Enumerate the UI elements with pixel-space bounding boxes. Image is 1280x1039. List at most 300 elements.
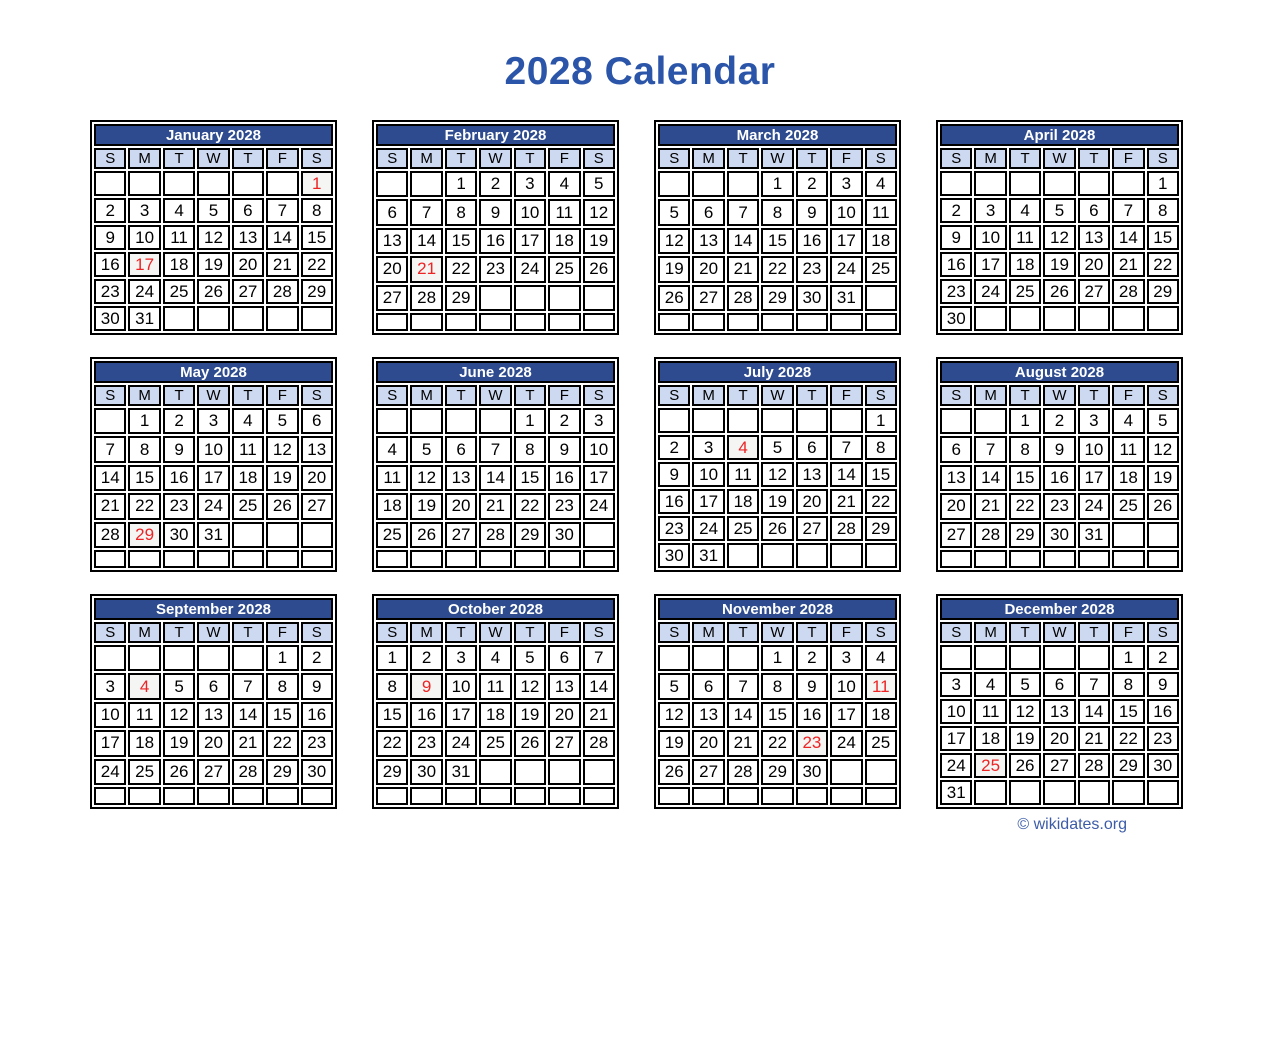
day-cell: 29 [1112,753,1144,778]
day-cell: 20 [301,465,333,491]
empty-day-cell [1112,171,1144,196]
day-cell: 21 [727,730,759,756]
day-cell: 3 [692,435,724,460]
day-cell: 12 [514,673,546,699]
day-cell: 20 [376,256,408,282]
weekday-header: S [94,385,126,406]
weekday-header: T [163,148,195,169]
day-cell: 4 [163,198,195,223]
day-cell: 6 [692,199,724,225]
day-cell: 15 [376,702,408,728]
day-cell: 16 [940,252,972,277]
day-cell: 10 [974,225,1006,250]
day-cell: 5 [514,645,546,671]
day-cell: 30 [163,522,195,548]
weekday-header: S [583,385,615,406]
day-cell: 6 [301,408,333,434]
day-cell: 27 [445,522,477,548]
week-row [940,493,1179,519]
day-cell: 26 [197,279,229,304]
weekday-header: T [796,622,828,643]
empty-day-cell [1147,780,1179,805]
day-cell: 9 [94,225,126,250]
empty-day-cell [232,787,264,805]
day-cell: 11 [376,465,408,491]
day-cell: 30 [1147,753,1179,778]
day-cell: 6 [445,436,477,462]
weekday-header: S [865,385,897,406]
day-cell: 11 [1009,225,1041,250]
day-cell: 19 [1147,465,1179,491]
day-cell: 7 [1112,198,1144,223]
empty-day-cell [197,171,229,196]
day-cell: 12 [1009,699,1041,724]
weekday-header-row [94,385,333,406]
day-cell: 6 [1078,198,1110,223]
day-cell: 25 [128,759,160,785]
week-row [940,726,1179,751]
month-december [936,594,1183,809]
day-cell: 14 [974,465,1006,491]
day-cell: 25 [727,516,759,541]
day-cell: 21 [1078,726,1110,751]
day-cell: 8 [1009,436,1041,462]
weekday-header: T [514,622,546,643]
day-cell: 12 [163,702,195,728]
empty-day-cell [583,550,615,568]
day-cell: 9 [410,673,442,699]
empty-day-cell [163,550,195,568]
day-cell: 15 [1147,225,1179,250]
day-cell: 28 [1112,279,1144,304]
empty-day-cell [830,787,862,805]
weekday-header: W [479,148,511,169]
day-cell: 2 [796,171,828,197]
weekday-header: F [266,622,298,643]
empty-day-cell [94,408,126,434]
empty-day-cell [761,408,793,433]
day-cell: 2 [796,645,828,671]
empty-day-cell [94,171,126,196]
weekday-header: T [1009,385,1041,406]
day-cell: 29 [865,516,897,541]
empty-day-cell [479,408,511,434]
weekday-header: M [410,622,442,643]
day-cell: 3 [197,408,229,434]
day-cell: 17 [197,465,229,491]
day-cell: 15 [128,465,160,491]
day-cell: 6 [197,673,229,699]
month-title: March 2028 [658,124,897,146]
day-cell: 7 [410,199,442,225]
day-cell: 17 [974,252,1006,277]
day-cell: 29 [301,279,333,304]
day-cell: 23 [479,256,511,282]
empty-day-cell [548,313,580,331]
day-cell: 20 [692,256,724,282]
week-row [376,787,615,805]
day-cell: 27 [197,759,229,785]
empty-day-cell [1043,645,1075,670]
week-row [658,171,897,197]
empty-day-cell [692,313,724,331]
week-row [940,198,1179,223]
week-row [376,645,615,671]
day-cell: 27 [301,493,333,519]
weekday-header-row [376,622,615,643]
day-cell: 17 [445,702,477,728]
empty-day-cell [410,313,442,331]
day-cell: 1 [514,408,546,434]
week-row [658,462,897,487]
day-cell: 11 [232,436,264,462]
week-row [94,673,333,699]
day-cell: 10 [94,702,126,728]
weekday-header-row [376,148,615,169]
day-cell: 4 [548,171,580,197]
weekday-header: S [583,622,615,643]
day-cell: 30 [796,285,828,311]
day-cell: 10 [1078,436,1110,462]
weekday-header: T [445,622,477,643]
empty-day-cell [727,645,759,671]
empty-day-cell [1043,171,1075,196]
weekday-header-row [658,385,897,406]
day-cell: 10 [445,673,477,699]
day-cell: 18 [727,489,759,514]
day-cell: 5 [583,171,615,197]
day-cell: 25 [376,522,408,548]
day-cell: 19 [658,730,690,756]
day-cell: 18 [376,493,408,519]
day-cell: 15 [1009,465,1041,491]
empty-day-cell [1147,306,1179,331]
day-cell: 14 [94,465,126,491]
empty-day-cell [761,313,793,331]
empty-day-cell [266,787,298,805]
day-cell: 3 [128,198,160,223]
week-row [940,408,1179,434]
day-cell: 23 [301,730,333,756]
week-row [940,645,1179,670]
day-cell: 24 [830,730,862,756]
weekday-header: F [830,385,862,406]
day-cell: 22 [761,730,793,756]
day-cell: 19 [583,228,615,254]
weekday-header: S [301,385,333,406]
wikidates-credit-link[interactable]: © wikidates.org [1017,816,1127,833]
day-cell: 10 [128,225,160,250]
day-cell: 13 [301,436,333,462]
day-cell: 29 [376,759,408,785]
day-cell: 8 [761,673,793,699]
day-cell: 21 [830,489,862,514]
empty-day-cell [1112,780,1144,805]
weekday-header: F [266,148,298,169]
day-cell: 21 [583,702,615,728]
day-cell: 9 [1043,436,1075,462]
weekday-header: S [865,148,897,169]
day-cell: 13 [197,702,229,728]
day-cell: 17 [94,730,126,756]
day-cell: 13 [940,465,972,491]
day-cell: 24 [94,759,126,785]
day-cell: 17 [940,726,972,751]
empty-day-cell [548,759,580,785]
week-row [658,228,897,254]
empty-day-cell [266,171,298,196]
empty-day-cell [583,787,615,805]
day-cell: 3 [514,171,546,197]
day-cell: 16 [658,489,690,514]
day-cell: 25 [1112,493,1144,519]
week-row [658,673,897,699]
day-cell: 27 [548,730,580,756]
empty-day-cell [266,522,298,548]
day-cell: 18 [865,702,897,728]
day-cell: 7 [727,673,759,699]
day-cell: 10 [830,673,862,699]
empty-day-cell [658,171,690,197]
weekday-header: M [410,148,442,169]
day-cell: 21 [232,730,264,756]
month-title: November 2028 [658,598,897,620]
empty-day-cell [514,759,546,785]
empty-day-cell [445,787,477,805]
week-row [94,730,333,756]
weekday-header: S [865,622,897,643]
month-title: October 2028 [376,598,615,620]
week-row [94,171,333,196]
day-cell: 1 [301,171,333,196]
month-title: July 2028 [658,361,897,383]
day-cell: 2 [163,408,195,434]
empty-day-cell [301,787,333,805]
day-cell: 13 [692,228,724,254]
weekday-header: M [974,622,1006,643]
day-cell: 25 [232,493,264,519]
day-cell: 7 [583,645,615,671]
day-cell: 15 [514,465,546,491]
day-cell: 28 [410,285,442,311]
day-cell: 19 [658,256,690,282]
empty-day-cell [865,543,897,568]
empty-day-cell [163,171,195,196]
week-row [376,493,615,519]
day-cell: 2 [1043,408,1075,434]
day-cell: 16 [1147,699,1179,724]
day-cell: 9 [658,462,690,487]
day-cell: 2 [658,435,690,460]
day-cell: 9 [796,673,828,699]
day-cell: 23 [1043,493,1075,519]
day-cell: 2 [548,408,580,434]
weekday-header: S [940,148,972,169]
weekday-header: T [445,385,477,406]
day-cell: 29 [128,522,160,548]
empty-day-cell [548,550,580,568]
day-cell: 16 [548,465,580,491]
day-cell: 22 [128,493,160,519]
day-cell: 16 [796,228,828,254]
day-cell: 4 [1009,198,1041,223]
day-cell: 19 [197,252,229,277]
weekday-header: F [1112,148,1144,169]
empty-day-cell [583,522,615,548]
day-cell: 31 [940,780,972,805]
weekday-header: T [1078,148,1110,169]
day-cell: 28 [94,522,126,548]
day-cell: 16 [301,702,333,728]
weekday-header: M [974,148,1006,169]
month-title: June 2028 [376,361,615,383]
empty-day-cell [865,759,897,785]
empty-day-cell [865,313,897,331]
day-cell: 12 [1043,225,1075,250]
day-cell: 11 [163,225,195,250]
day-cell: 5 [658,199,690,225]
day-cell: 22 [865,489,897,514]
day-cell: 28 [479,522,511,548]
weekday-header: S [301,148,333,169]
month-title: January 2028 [94,124,333,146]
day-cell: 14 [266,225,298,250]
day-cell: 7 [830,435,862,460]
day-cell: 3 [583,408,615,434]
weekday-header: S [1147,148,1179,169]
day-cell: 12 [658,228,690,254]
empty-day-cell [266,550,298,568]
weekday-header: T [727,385,759,406]
day-cell: 3 [445,645,477,671]
day-cell: 27 [1078,279,1110,304]
empty-day-cell [658,787,690,805]
day-cell: 5 [658,673,690,699]
empty-day-cell [232,522,264,548]
day-cell: 28 [974,522,1006,548]
day-cell: 28 [232,759,264,785]
day-cell: 16 [163,465,195,491]
empty-day-cell [1078,780,1110,805]
day-cell: 4 [376,436,408,462]
week-row [940,171,1179,196]
empty-day-cell [658,408,690,433]
day-cell: 11 [865,199,897,225]
calendar-grid [90,120,1183,809]
day-cell: 9 [479,199,511,225]
day-cell: 18 [163,252,195,277]
empty-day-cell [232,306,264,331]
week-row [658,285,897,311]
weekday-header: W [761,385,793,406]
day-cell: 23 [658,516,690,541]
day-cell: 9 [301,673,333,699]
day-cell: 13 [445,465,477,491]
day-cell: 31 [830,285,862,311]
weekday-header: S [658,385,690,406]
weekday-header: T [796,385,828,406]
empty-day-cell [830,543,862,568]
week-row [658,730,897,756]
day-cell: 8 [376,673,408,699]
weekday-header: M [410,385,442,406]
day-cell: 4 [865,171,897,197]
empty-day-cell [727,543,759,568]
day-cell: 23 [94,279,126,304]
day-cell: 31 [1078,522,1110,548]
week-row [658,408,897,433]
empty-day-cell [727,171,759,197]
day-cell: 28 [830,516,862,541]
day-cell: 25 [548,256,580,282]
empty-day-cell [376,550,408,568]
day-cell: 23 [163,493,195,519]
day-cell: 26 [1009,753,1041,778]
day-cell: 8 [301,198,333,223]
day-cell: 21 [94,493,126,519]
empty-day-cell [940,550,972,568]
week-row [658,516,897,541]
day-cell: 6 [548,645,580,671]
week-row [94,702,333,728]
empty-day-cell [232,645,264,671]
empty-day-cell [727,787,759,805]
day-cell: 2 [94,198,126,223]
day-cell: 21 [974,493,1006,519]
day-cell: 14 [727,702,759,728]
day-cell: 21 [479,493,511,519]
day-cell: 25 [865,256,897,282]
weekday-header: T [1009,148,1041,169]
empty-day-cell [479,759,511,785]
empty-day-cell [940,171,972,196]
empty-day-cell [128,787,160,805]
week-row [94,465,333,491]
weekday-header: W [1043,385,1075,406]
day-cell: 22 [514,493,546,519]
month-june [372,357,619,572]
day-cell: 14 [830,462,862,487]
empty-day-cell [974,408,1006,434]
day-cell: 6 [232,198,264,223]
empty-day-cell [796,313,828,331]
empty-day-cell [232,550,264,568]
day-cell: 24 [514,256,546,282]
week-row [376,313,615,331]
empty-day-cell [796,408,828,433]
day-cell: 4 [232,408,264,434]
empty-day-cell [514,550,546,568]
week-row [940,780,1179,805]
weekday-header: F [548,385,580,406]
day-cell: 25 [163,279,195,304]
weekday-header: W [197,622,229,643]
day-cell: 8 [761,199,793,225]
day-cell: 23 [1147,726,1179,751]
day-cell: 24 [197,493,229,519]
week-row [940,465,1179,491]
weekday-header: M [692,622,724,643]
day-cell: 23 [548,493,580,519]
day-cell: 18 [1009,252,1041,277]
day-cell: 14 [1112,225,1144,250]
empty-day-cell [548,285,580,311]
day-cell: 1 [266,645,298,671]
week-row [376,759,615,785]
day-cell: 15 [761,228,793,254]
weekday-header: F [1112,385,1144,406]
week-row [940,225,1179,250]
